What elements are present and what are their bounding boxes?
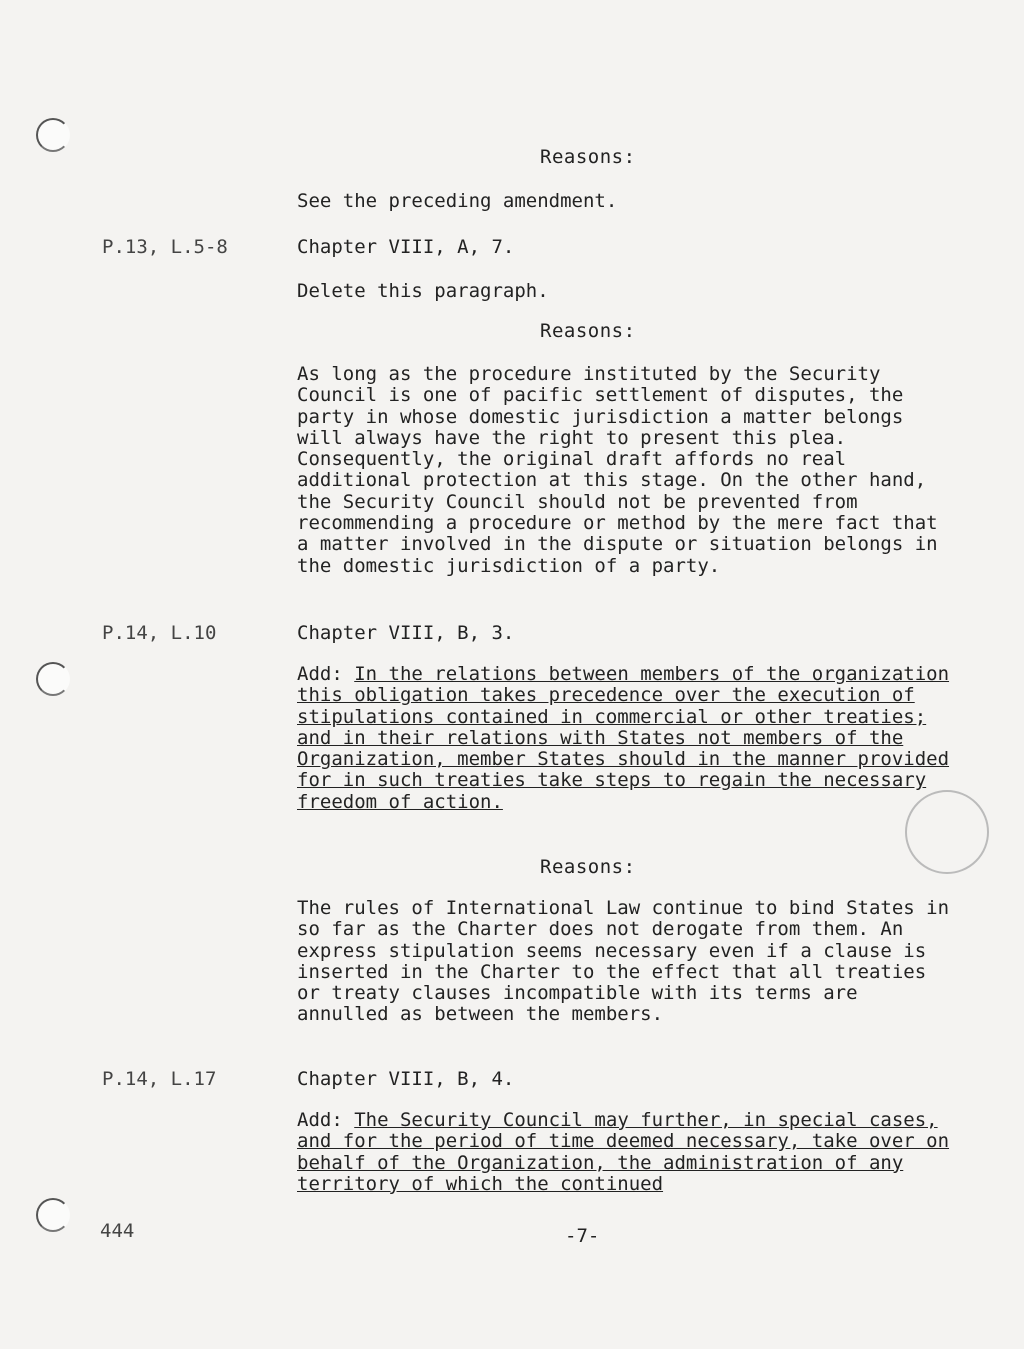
margin-reference-1: P.13, L.5-8	[102, 236, 228, 258]
reasons-paragraph-3: The rules of International Law continue to bind States in so far as the Charter does not derogate from them. An express stipulation seems necessary even if a clause is inserted in the Charter to the effect that all treaties or treaty clauses incompatible with its terms are annulled as between the members.	[297, 897, 950, 1026]
margin-reference-2: P.14, L.10	[102, 622, 217, 644]
chapter-heading-3: Chapter VIII, B, 4.	[297, 1068, 515, 1090]
footer-document-number: 444	[100, 1220, 135, 1242]
amendment-text-1	[297, 664, 957, 813]
reasons-heading-1: Reasons:	[540, 146, 636, 168]
add-label-1: Add:	[297, 663, 343, 685]
chapter-heading-1: Chapter VIII, A, 7.	[297, 236, 515, 258]
amendment-text-2	[297, 1110, 957, 1195]
instruction-delete: Delete this paragraph.	[297, 280, 549, 302]
reasons-heading-3: Reasons:	[540, 856, 636, 878]
reasons-heading-2: Reasons:	[540, 320, 636, 342]
page-number: -7-	[565, 1225, 600, 1247]
added-clause-1: In the relations between members of the organization this obligation takes precedence over the execution of stipulations contained in commercial or other treaties; and in their relations with States not members of the Organization, member States should in the manner provided for in such treaties take steps to regain the necessary freedom of action.	[297, 663, 950, 813]
margin-reference-3: P.14, L.17	[102, 1068, 217, 1090]
reasons-text-1: See the preceding amendment.	[297, 190, 618, 212]
added-clause-2: The Security Council may further, in special cases, and for the period of time deemed necessary, take over on behalf of the Organization, the administration of any territory of which the continued	[297, 1109, 950, 1195]
punch-hole-bottom	[36, 1198, 70, 1232]
add-label-2: Add:	[297, 1109, 343, 1131]
chapter-heading-2: Chapter VIII, B, 3.	[297, 622, 515, 644]
punch-hole-middle	[36, 662, 70, 696]
punch-hole-top	[36, 118, 70, 152]
archive-stamp-icon	[905, 790, 989, 874]
reasons-paragraph-2: As long as the procedure instituted by the Security Council is one of pacific settlement of disputes, the party in whose domestic jurisdiction a matter belongs will always have the right to present this plea. Consequently, the original draft affords no real additional protection at this stage. On the other hand, the Security Council should not be prevented from recommending a procedure or method by the mere fact that a matter involved in the dispute or situation belongs in the domestic jurisdiction of a party.	[297, 363, 938, 577]
